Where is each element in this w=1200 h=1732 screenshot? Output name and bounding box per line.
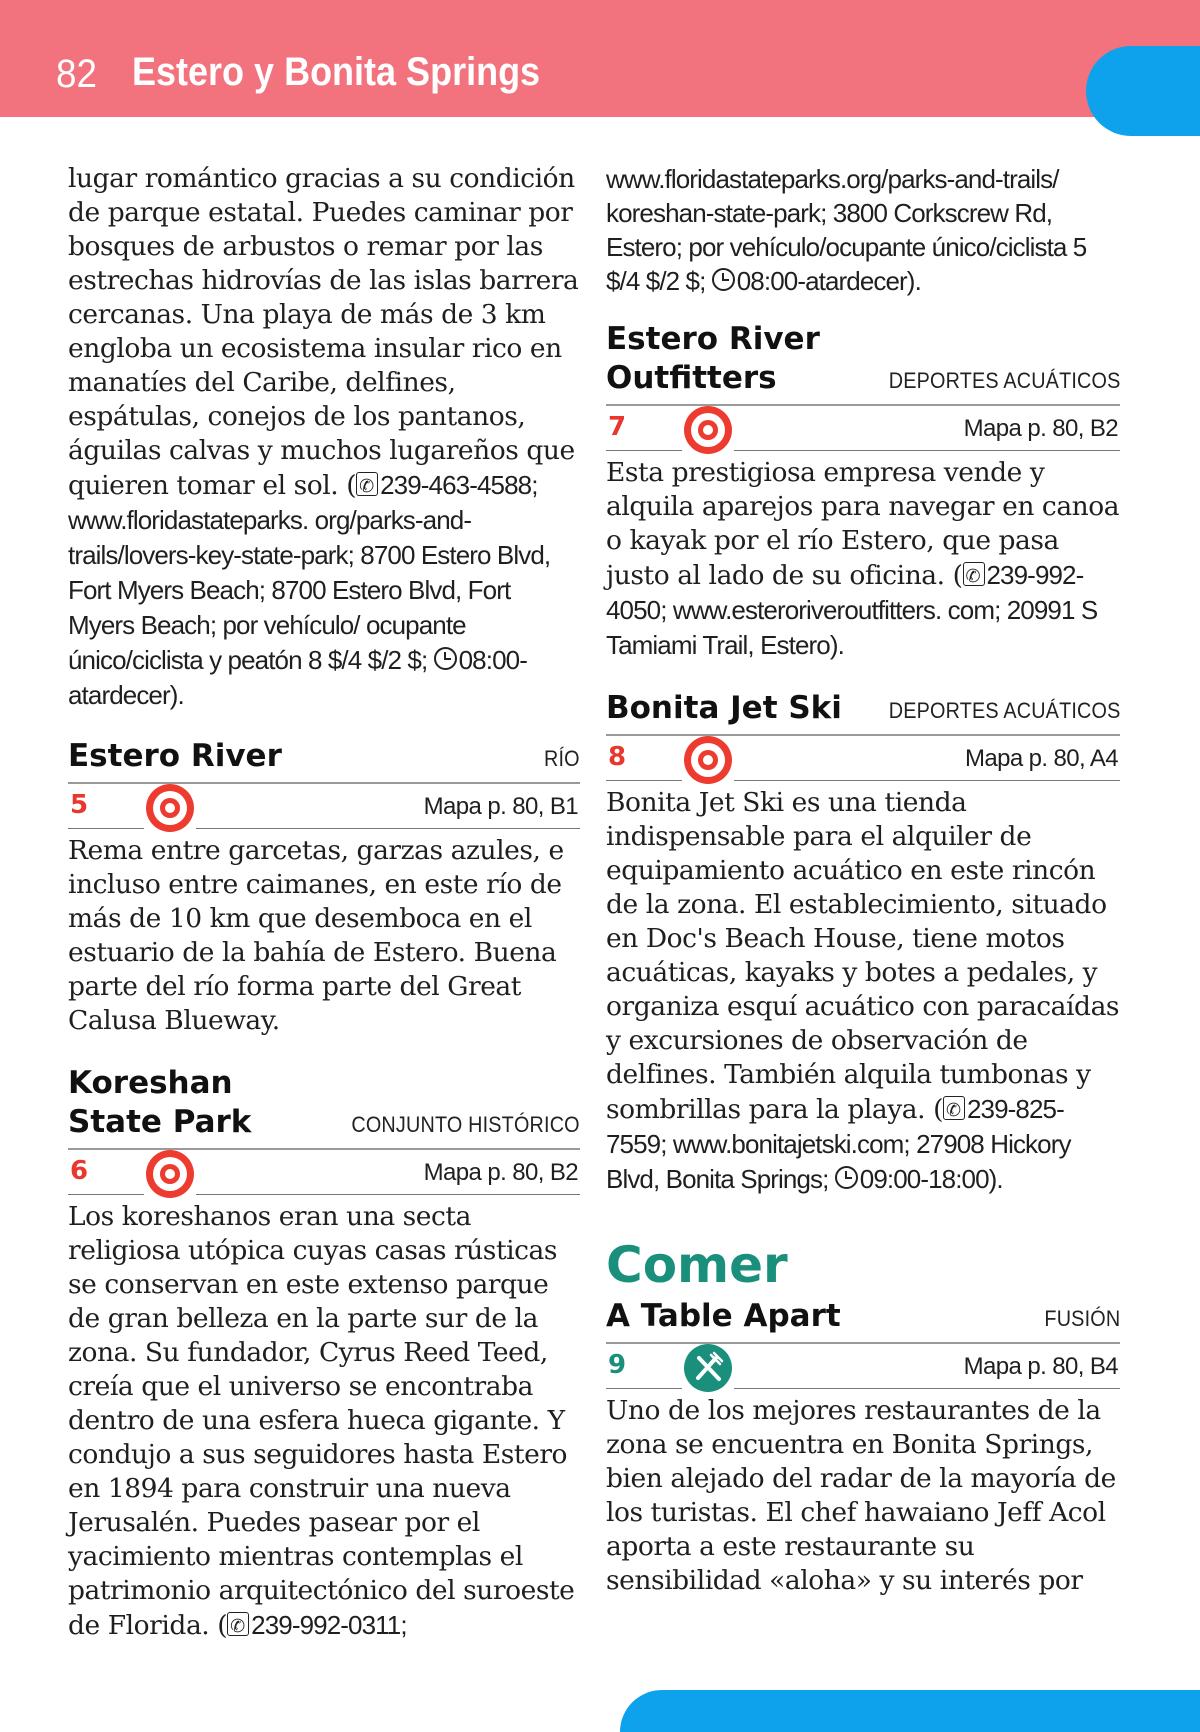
listing-text: Esta prestigiosa empresa vende y alquila aparejos para navegar en canoa o kayak por el río Estero, que pasa justo al lado de su oficina. ( [606, 457, 1120, 591]
listing-category: FUSIÓN [1044, 1306, 1120, 1331]
listing-meta [606, 736, 1120, 782]
listing-phone: 239-992-0311; [251, 1610, 407, 1640]
listing-description [68, 1200, 580, 1643]
map-reference: Mapa p. 80, B4 [963, 1353, 1118, 1380]
clock-icon [434, 647, 457, 670]
chapter-title: Estero y Bonita Springs [132, 50, 541, 94]
eye-icon [146, 784, 194, 832]
listing-name-line2: Outfitters [606, 360, 777, 396]
continued-text: www.floridastateparks.org/parks-and-trails/ koreshan-state-park; 3800 Corkscrew Rd, Estero; por vehículo/ocupante único/ciclista 5 $/4 $/2 $; [606, 164, 1087, 296]
listing-text: Bonita Jet Ski es una tienda indispensable para el alquiler de equipamiento acuático en este rincón de la zona. El establecimiento, situado en Doc's Beach House, tiene motos acuáticas, kayaks y botes a pedales, y organiza esquí acuático con paracaídas y excursiones de observación de delfines. También alquila tumbonas y sombrillas para la playa. ( [606, 787, 1120, 1125]
listing-meta [68, 784, 580, 830]
footer-tab [620, 1690, 1200, 1732]
listing-description [606, 786, 1120, 1197]
listing-text: Los koreshanos eran una secta religiosa utópica cuyas casas rústicas se conservan en este extenso parque de gran belleza en la parte sur de la zona. Su fundador, Cyrus Reed Teed, creía que el universo se encontraba dentro de una esfera hueca gigante. Y condujo a sus seguidores hasta Estero en 1894 para construir una nueva Jerusalén. Puedes pasear por el yacimiento mientras contemplas el patrimonio arquitectónico del suroeste de Florida. ( [68, 1201, 575, 1641]
listing-name-line1: Koreshan [68, 1065, 233, 1101]
listing-header [68, 737, 580, 784]
listing-category: RÍO [544, 746, 580, 771]
listing-name [68, 1064, 251, 1142]
divider [734, 1388, 1120, 1389]
map-reference: Mapa p. 80, B2 [963, 415, 1118, 442]
intro-info: 239-463-4588; www.floridastateparks. org/parks-and-trails/lovers-key-state-park; 8700 Estero Blvd, Fort Myers Beach; 8700 Estero Blvd, Fort Myers Beach; por vehículo/ ocupante único/ciclista y peatón 8 $/4 $/2 $; [68, 470, 551, 675]
eye-icon [146, 1150, 194, 1198]
listing-description: Rema entre garcetas, garzas azules, e incluso entre caimanes, en este río de más de 10 km que desemboca en el estuario de la bahía de Estero. Buena parte del río forma parte del Great Calusa Blueway. [68, 835, 564, 1036]
listing-info: 239-825-7559; www.bonitajetski.com; 27908 Hickory Blvd, Bonita Springs; [606, 1094, 1071, 1194]
divider [68, 1194, 144, 1195]
listing-header [606, 689, 1120, 736]
listing-bonita-jet-ski [606, 689, 1120, 1197]
eye-icon [684, 736, 732, 784]
listing-header [68, 1064, 580, 1150]
divider [734, 450, 1120, 451]
listing-koreshan-state-park [68, 1064, 580, 1643]
listing-name: Bonita Jet Ski [606, 690, 842, 726]
section-heading-comer: Comer [606, 1236, 788, 1294]
divider [196, 828, 580, 829]
listing-category: DEPORTES ACUÁTICOS [888, 368, 1120, 393]
listing-name: Estero River [68, 738, 282, 774]
intro-paragraph [68, 162, 580, 713]
listing-number: 5 [70, 790, 89, 820]
listing-description: Uno de los mejores restaurantes de la zona se encuentra en Bonita Springs, bien alejado del radar de la mayoría de los turistas. El chef hawaiano Jeff Acol aporta a este restaurante su sensibilidad «aloha» y su interés por [606, 1395, 1116, 1596]
listing-number: 6 [70, 1156, 89, 1186]
phone-icon [963, 562, 985, 586]
listing-meta [606, 406, 1120, 452]
eye-icon [684, 406, 732, 454]
chapter-tab [1086, 46, 1200, 136]
listing-number: 9 [608, 1350, 627, 1380]
listing-meta [606, 1344, 1120, 1390]
listing-estero-river-outfitters [606, 320, 1120, 663]
listing-a-table-apart [606, 1297, 1120, 1598]
right-column [606, 162, 1120, 1598]
listing-name-line2: State Park [68, 1104, 252, 1140]
map-reference: Mapa p. 80, A4 [964, 745, 1118, 772]
listing-header [606, 1297, 1120, 1344]
listing-number: 7 [608, 412, 627, 442]
listing-category: CONJUNTO HISTÓRICO [351, 1112, 580, 1137]
listing-description [606, 456, 1120, 663]
divider [196, 1194, 580, 1195]
listing-name: A Table Apart [606, 1298, 841, 1334]
phone-icon [227, 1612, 249, 1636]
phone-icon [943, 1096, 965, 1120]
fork-knife-icon [684, 1344, 732, 1392]
listing-info: 239-992-4050; www.esteroriveroutfitters. com; 20991 S Tamiami Trail, Estero). [606, 560, 1098, 660]
listing-meta [68, 1150, 580, 1196]
phone-icon [356, 472, 378, 496]
page-number: 82 [56, 52, 97, 96]
listing-header [606, 320, 1120, 406]
clock-icon [835, 1166, 858, 1189]
continued-hours: 08:00-atardecer). [736, 266, 921, 296]
divider [606, 1388, 682, 1389]
divider [734, 780, 1120, 781]
divider [68, 828, 144, 829]
listing-name-line1: Estero River [606, 321, 820, 357]
map-reference: Mapa p. 80, B2 [423, 1159, 578, 1186]
intro-text: lugar romántico gracias a su condición de parque estatal. Puedes caminar por bosques de arbustos o remar por las estrechas hidrovías de las islas barrera cercanas. Una playa de más de 3 km engloba un ecosistema insular rico en manatíes del Caribe, delfines, espátulas, conejos de los pantanos, águilas calvas y muchos lugareños que quieren tomar el sol. ( [68, 163, 579, 501]
map-reference: Mapa p. 80, B1 [423, 793, 578, 820]
intro-hours: 08:00-atardecer). [68, 645, 527, 710]
divider [606, 780, 682, 781]
listing-estero-river [68, 737, 580, 1038]
page-header [0, 0, 1200, 117]
divider [606, 450, 682, 451]
left-column [68, 162, 580, 1643]
listing-hours: 09:00-18:00). [859, 1164, 1003, 1194]
listing-number: 8 [608, 742, 627, 772]
continued-info [606, 162, 1120, 298]
clock-icon [712, 268, 735, 291]
listing-name [606, 320, 820, 398]
listing-category: DEPORTES ACUÁTICOS [888, 698, 1120, 723]
